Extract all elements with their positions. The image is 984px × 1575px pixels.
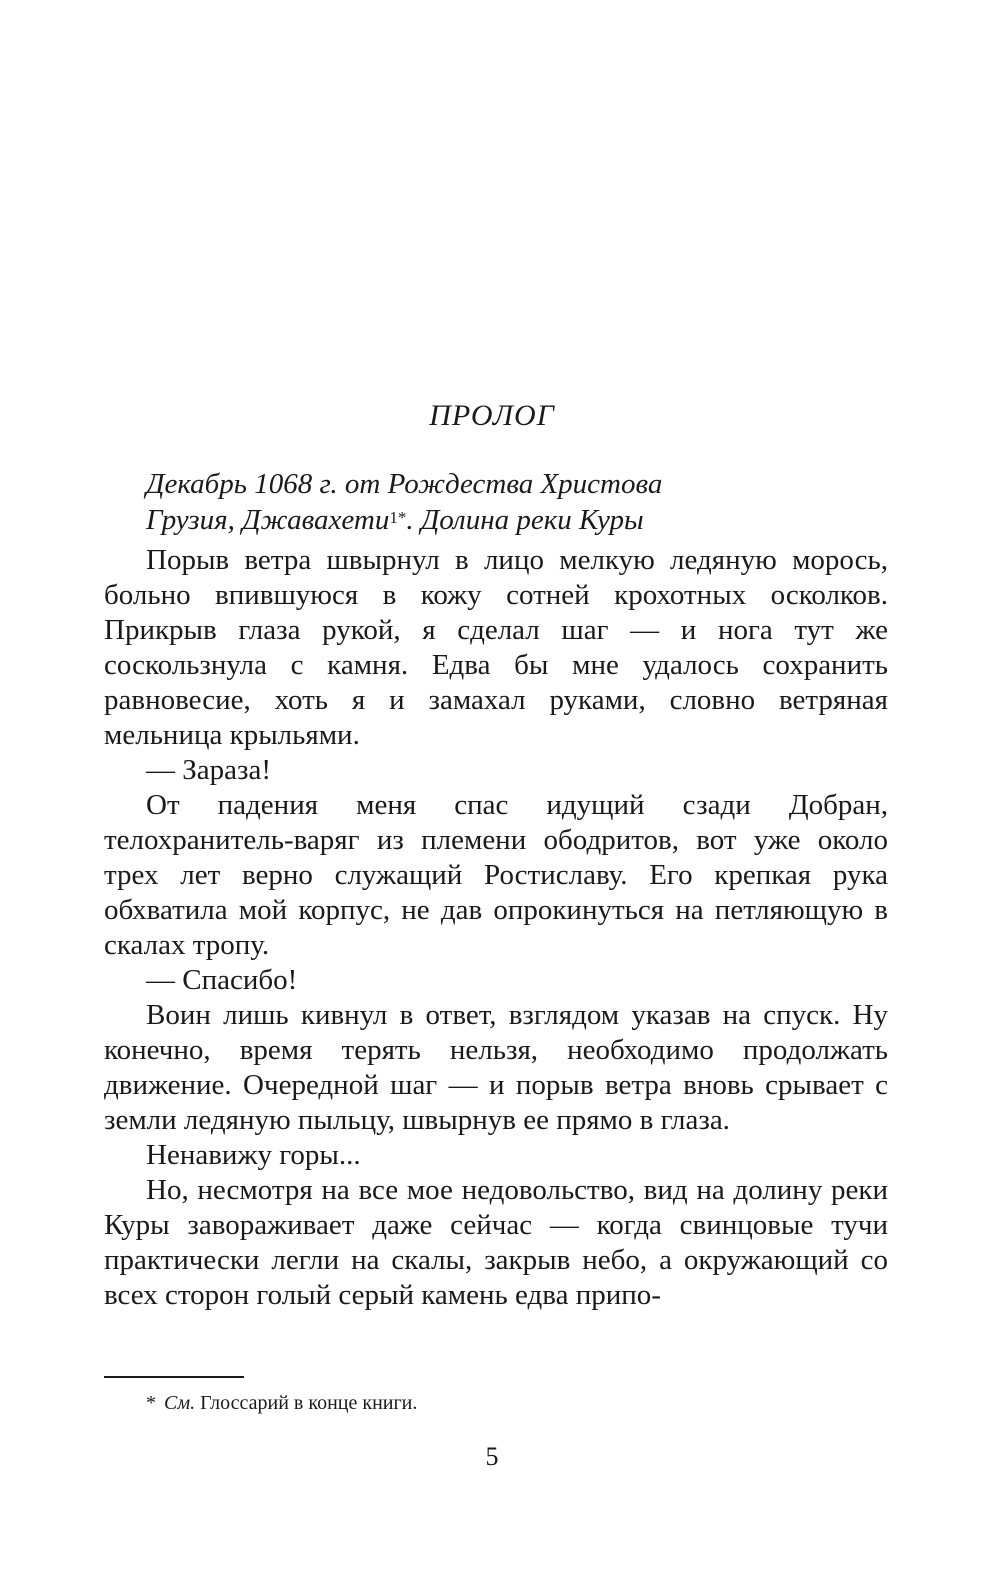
paragraph: — Спасибо! [146,964,298,996]
dateline [104,466,888,538]
paragraph: Порыв ветра швырнул в лицо мелкую ледяную морось, больно впившуюся в кожу сотней крохотных осколков. Прикрыв глаза рукой, я сделал шаг — и нога тут же соскользнула с камня. Едва бы мне удалось сохранить равновесие, хоть я и замахал руками, словно ветряная мельница крыльями. [104,544,888,751]
footnote-see: См. [164,1392,196,1414]
chapter-title: ПРОЛОГ [429,399,555,432]
body-text [104,543,888,1313]
footnote-reference: 1* [389,508,407,527]
dateline-place-prefix: Грузия, Джавахети [146,504,390,536]
paragraph: Ненавижу горы... [146,1139,361,1171]
paragraph: Воин лишь кивнул в ответ, взглядом указав на спуск. Ну конечно, время терять нельзя, необходимо продолжать движение. Очередной шаг — и порыв ветра вновь срывает с земли ледяную пыльцу, швырнув ее прямо в глаза. [104,999,888,1136]
page-number: 5 [485,1442,499,1471]
paragraph: Но, несмотря на все мое недовольство, вид на долину реки Куры завораживает даже сейчас — когда свинцовые тучи практически легли на скалы, закрыв небо, а окружающий со всех сторон голый серый камень едва припо- [104,1174,888,1311]
footnote-divider [104,1376,244,1378]
dateline-place [104,502,888,538]
footnote-text: Глоссарий в конце книги. [200,1392,418,1414]
footnote-mark: * [146,1392,156,1414]
dateline-place-suffix: . Долина реки Куры [406,504,644,536]
paragraph: От падения меня спас идущий сзади Добран, телохранитель-варяг из племени ободритов, вот уже около трех лет верно служащий Ростиславу. Его крепкая рука обхватила мой корпус, не дав опрокинуться на петляющую в скалах тропу. [104,789,888,961]
footnote [146,1390,417,1416]
dateline-date: Декабрь 1068 г. от Рождества Христова [146,468,663,500]
paragraph: — Зараза! [146,754,272,786]
